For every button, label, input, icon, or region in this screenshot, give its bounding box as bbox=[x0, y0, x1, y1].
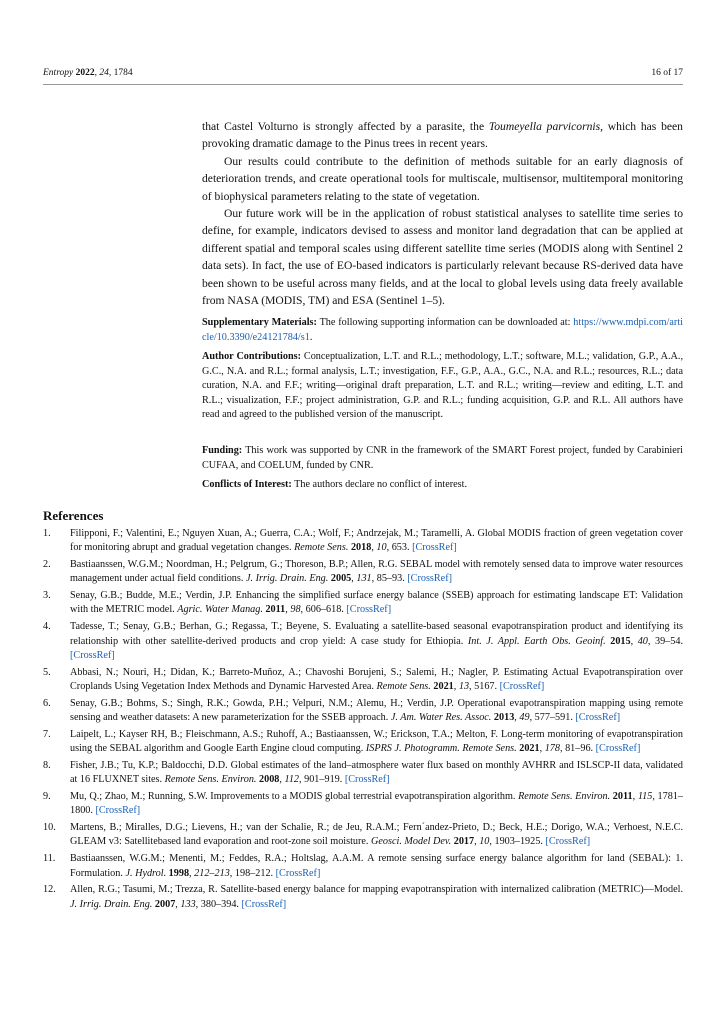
reference-journal: Agric. Water Manag. bbox=[177, 604, 263, 616]
reference-volume: 212–213 bbox=[194, 867, 230, 879]
reference-text: Bastiaanssen, W.G.M.; Menenti, M.; Feddes, R.A.; Holtslag, A.A.M. A remote sensing surface energy balance algorithm for land (SEBAL): 1. Formulation. J. Hydrol. 1998, 212–213, 198–212. [CrossRef] bbox=[70, 853, 683, 879]
reference-item bbox=[43, 620, 683, 663]
reference-year: 2017 bbox=[453, 836, 475, 848]
reference-text: Allen, R.G.; Tasumi, M.; Trezza, R. Satellite-based energy balance for mapping evapotranspiration with internalized calibration (METRIC)—Model. J. Irrig. Drain. Eng. 2007, 133, 380–394. [CrossRef] bbox=[70, 884, 683, 910]
reference-item bbox=[43, 527, 683, 556]
reference-text: Filipponi, F.; Valentini, E.; Nguyen Xuan, A.; Guerra, C.A.; Wolf, F.; Andrzejak, M.; Taramelli, A. Global MODIS fraction of green vegetation cover for monitoring abrupt and gradual vegetation changes. Remote Sens. 2018, 10, 653. [CrossRef] bbox=[70, 528, 683, 554]
reference-volume: 13 bbox=[458, 680, 470, 692]
page-number: 16 of 17 bbox=[651, 68, 683, 78]
running-header bbox=[43, 68, 683, 78]
reference-item bbox=[43, 558, 683, 587]
reference-year: 2015 bbox=[610, 635, 631, 647]
reference-number: 2. bbox=[43, 559, 51, 571]
reference-volume: 40 bbox=[637, 635, 648, 647]
crossref-link[interactable]: [CrossRef] bbox=[344, 774, 390, 786]
reference-number: 4. bbox=[43, 621, 51, 633]
reference-number: 12. bbox=[43, 884, 56, 896]
reference-journal: ISPRS J. Photogramm. Remote Sens. bbox=[365, 743, 517, 755]
reference-volume: 10 bbox=[479, 836, 490, 848]
crossref-link[interactable]: [CrossRef] bbox=[95, 805, 141, 817]
reference-item bbox=[43, 728, 683, 757]
reference-volume: 131 bbox=[356, 573, 372, 585]
reference-number: 6. bbox=[43, 697, 51, 709]
supplementary-materials: Supplementary Materials: The following supporting information can be downloaded at: https://www.mdpi.com/article/10.3390/e24121784/s1. bbox=[202, 317, 683, 343]
reference-year: 1998 bbox=[168, 867, 190, 879]
reference-year: 2021 bbox=[433, 680, 454, 692]
reference-volume: 112 bbox=[284, 774, 300, 786]
reference-number: 10. bbox=[43, 822, 56, 834]
reference-item bbox=[43, 697, 683, 726]
reference-text: Tadesse, T.; Senay, G.B.; Berhan, G.; Regassa, T.; Beyene, S. Evaluating a satellite-based seasonal evapotranspiration product and identifying its relationship with other satellite-derived products and crop yield: A case study for Ethiopia. Int. J. Appl. Earth Obs. Geoinf. 2015, 40, 39–54. [CrossRef] bbox=[70, 621, 684, 661]
reference-volume: 98 bbox=[290, 604, 301, 616]
crossref-link[interactable]: [CrossRef] bbox=[499, 680, 545, 692]
crossref-link[interactable]: [CrossRef] bbox=[70, 649, 115, 661]
reference-year: 2008 bbox=[259, 774, 280, 786]
reference-year: 2007 bbox=[154, 898, 176, 910]
reference-journal: J. Irrig. Drain. Eng. bbox=[245, 573, 329, 585]
reference-item bbox=[43, 666, 683, 695]
references-list bbox=[43, 527, 683, 914]
crossref-link[interactable]: [CrossRef] bbox=[275, 867, 321, 879]
reference-year: 2011 bbox=[265, 604, 286, 616]
reference-year: 2021 bbox=[519, 743, 540, 755]
crossref-link[interactable]: [CrossRef] bbox=[545, 836, 591, 848]
paragraph-2: Our results could contribute to the definition of methods suitable for an early diagnosis of deterioration trends, and create operational tools for multiscale, multisensor, multitemporal monitoring of biophysical parameters relating to the state of vegetation. bbox=[202, 154, 683, 203]
crossref-link[interactable]: [CrossRef] bbox=[575, 712, 621, 724]
reference-volume: 133 bbox=[180, 898, 196, 910]
reference-year: 2018 bbox=[350, 542, 372, 554]
reference-volume: 115 bbox=[637, 791, 653, 803]
reference-year: 2013 bbox=[493, 712, 515, 724]
reference-text: Senay, G.B.; Budde, M.E.; Verdin, J.P. Enhancing the simplified surface energy balance (SSEB) approach for estimating landscape ET: Validation with the METRIC model. Agric. Water Manag. 2011, 98, 606–618. [CrossRef] bbox=[70, 590, 683, 616]
crossref-link[interactable]: [CrossRef] bbox=[346, 604, 392, 616]
reference-text: Fisher, J.B.; Tu, K.P.; Baldocchi, D.D. Global estimates of the land–atmosphere water flux based on monthly AVHRR and ISLSCP-II data, validated at 16 FLUXNET sites. Remote Sens. Environ. 2008, 112, 901–919. [CrossRef] bbox=[70, 759, 683, 786]
reference-number: 3. bbox=[43, 590, 51, 602]
reference-volume: 49 bbox=[519, 712, 530, 724]
author-contributions: Author Contributions: Conceptualization, L.T. and R.L.; methodology, L.T.; software, M.L.; validation, G.P., A.A., G.C., N.A. and R.L.; formal analysis, L.T.; investigation, F.F., G.P., A.A., G.C., N.A. and R.L.; resources, R.L.; data curation, N.A. and F.F.; writing—original draft preparation, L.T. and R.L.; writing—review and editing, L.T. and R.L.; visualization, F.F.; project administration, G.P. and R.L.; funding acquisition, G.P. and R.L. All authors have read and agreed to the published version of the manuscript. bbox=[202, 351, 683, 421]
reference-year: 2011 bbox=[612, 791, 633, 803]
reference-volume: 178 bbox=[544, 743, 560, 755]
reference-number: 11. bbox=[43, 853, 56, 865]
reference-item bbox=[43, 883, 683, 912]
references-heading: References bbox=[43, 508, 104, 523]
reference-journal: Remote Sens. bbox=[294, 542, 349, 554]
paragraph-3: Our future work will be in the application of robust statistical analyses to satellite time series to define, for example, indicators devised to assess and monitor land degradation that can be applied at different spatial and temporal scales using different satellite time series (MODIS along with Sentinel 2 data sets). In fact, the use of EO-based indicators is particularly relevant because RS-derived data have been shown to be useful across many fields, and at the local to global levels using data freely available from NASA (MODIS, TM) and ESA (Sentinel 1–5). bbox=[202, 207, 683, 308]
reference-journal: Remote Sens. Environ. bbox=[518, 791, 611, 803]
reference-journal: J. Hydrol. bbox=[125, 867, 167, 879]
crossref-link[interactable]: [CrossRef] bbox=[407, 573, 452, 585]
reference-journal: Remote Sens. bbox=[376, 680, 431, 692]
reference-text: Mu, Q.; Zhao, M.; Running, S.W. Improvements to a MODIS global terrestrial evapotranspiration algorithm. Remote Sens. Environ. 2011, 115, 1781–1800. [CrossRef] bbox=[70, 791, 684, 817]
reference-number: 5. bbox=[43, 666, 51, 678]
reference-item bbox=[43, 589, 683, 618]
supplementary-link[interactable]: https://www.mdpi.com/article/10.3390/e24121784/s1 bbox=[202, 317, 683, 343]
crossref-link[interactable]: [CrossRef] bbox=[412, 542, 457, 554]
reference-journal: J. Irrig. Drain. Eng. bbox=[70, 898, 153, 910]
reference-number: 1. bbox=[43, 528, 51, 539]
crossref-link[interactable]: [CrossRef] bbox=[241, 898, 287, 910]
reference-text: Martens, B.; Miralles, D.G.; Lievens, H.; van der Schalie, R.; de Jeu, R.A.M.; Fern´andez-Prieto, D.; Beck, H.E.; Dorigo, W.A.; Verhoest, N.E.C. GLEAM v3: Satellitebased land evaporation and root-zone soil moisture. Geosci. Model Dev. 2017, 10, 1903–1925. [CrossRef] bbox=[70, 822, 683, 848]
reference-text: Abbasi, N.; Nouri, H.; Didan, K.; Barreto-Muñoz, A.; Chavoshi Borujeni, S.; Salemi, H.; Nagler, P. Estimating Actual Evapotranspiration over Croplands Using Vegetation Index Methods and Dynamic Harvested Area. Remote Sens. 2021, 13, 5167. [CrossRef] bbox=[70, 666, 683, 692]
header-rule bbox=[43, 84, 683, 85]
reference-text: Senay, G.B.; Bohms, S.; Singh, R.K.; Gowda, P.H.; Velpuri, N.M.; Alemu, H.; Verdin, J.P. Operational evapotranspiration mapping using remote sensing and weather datasets: A new parameterization for the SSEB approach. J. Am. Water Res. Assoc. 2013, 49, 577–591. [CrossRef] bbox=[70, 697, 683, 724]
reference-year: 2005 bbox=[330, 573, 352, 585]
reference-item bbox=[43, 821, 683, 850]
paragraph-1: that Castel Volturno is strongly affected by a parasite, the Toumeyella parvicornis, which has been provoking dramatic damage to the Pinus trees in recent years. bbox=[202, 120, 683, 151]
reference-number: 9. bbox=[43, 791, 51, 803]
reference-item bbox=[43, 790, 683, 819]
reference-number: 8. bbox=[43, 759, 51, 771]
reference-journal: Int. J. Appl. Earth Obs. Geoinf. bbox=[467, 635, 606, 647]
reference-text: Laipelt, L.; Kayser RH, B.; Fleischmann, A.S.; Ruhoff, A.; Bastiaanssen, W.; Erickson, T.A.; Melton, F. Long-term monitoring of evapotranspiration using the SEBAL algorithm and Google Earth Engine cloud computing. ISPRS J. Photogramm. Remote Sens. 2021, 178, 81–96. [CrossRef] bbox=[70, 728, 683, 755]
funding-statement: Funding: This work was supported by CNR in the framework of the SMART Forest project, funded by Carabinieri CUFAA, and COELUM, funded by CNR. bbox=[202, 445, 683, 471]
reference-item bbox=[43, 852, 683, 881]
reference-number: 7. bbox=[43, 728, 51, 740]
reference-journal: Remote Sens. Environ. bbox=[164, 774, 257, 786]
reference-item bbox=[43, 759, 683, 788]
conflicts-of-interest: Conflicts of Interest: The authors declare no conflict of interest. bbox=[202, 479, 467, 490]
reference-journal: J. Am. Water Res. Assoc. bbox=[390, 712, 492, 724]
crossref-link[interactable]: [CrossRef] bbox=[595, 743, 641, 755]
reference-text: Bastiaanssen, W.G.M.; Noordman, H.; Pelgrum, G.; Thoreson, B.P.; Allen, R.G. SEBAL model with remotely sensed data to improve water resources management under actual field conditions. J. Irrig. Drain. Eng. 2005, 131, 85–93. [CrossRef] bbox=[70, 559, 683, 585]
reference-journal: Geosci. Model Dev. bbox=[371, 836, 452, 848]
header-citation: Entropy 2022, 24, 1784 bbox=[43, 68, 133, 78]
reference-volume: 10 bbox=[376, 542, 387, 554]
main-text bbox=[202, 118, 683, 309]
